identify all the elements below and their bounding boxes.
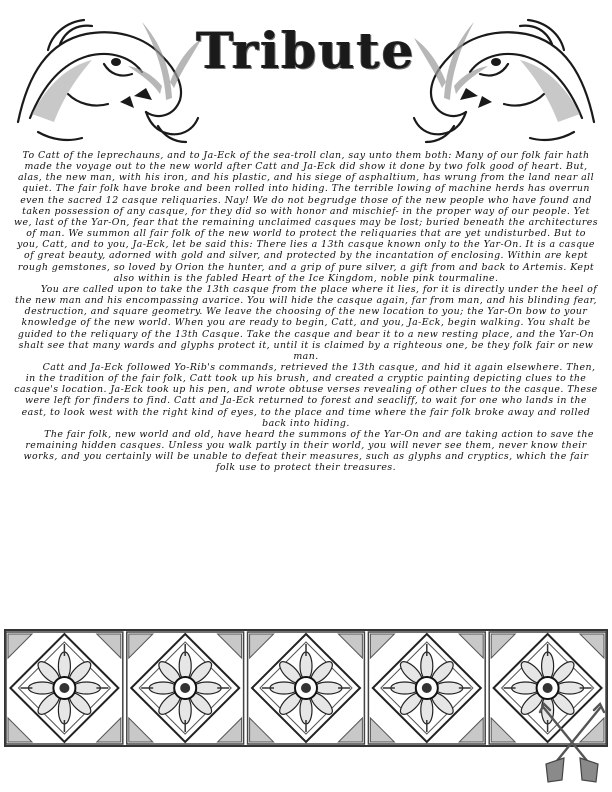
paragraph-1: To Catt of the leprechauns, and to Ja-Eck of the sea-troll clan, say unto them both: Many of our folk fair hath made the voyage out to the new world after Catt and Ja-Eck did show it done by two folk good of heart. But, alas, the new man, with his iron, and his plastic, and his siege of asphaltium, has wrung from the land near all quiet. The fair folk have broke and been rolled into hiding. The terrible lowing of machine herds has overrun even the sacred 12 casque reliquaries. Nay! We do not begrudge those of the new people who have found and taken possession of any casque, for they did so with honor and mischief- in the proper way of our people. Yet we, last of the Yar-On, fear that the remaining unclaimed casques may be lost; buried beneath the architectures of man. We summon all fair folk of the new world to protect the reliquaries that are yet undisturbed. But to you, Catt, and to you, Ja-Eck, let be said this: There lies a 13th casque known only to the Yar-On. It is a casque of great beauty, adorned with gold and silver, and protected by the incantation of enclosing. Within are kept rough gemstones, so loved by Orion the hunter, and a grip of pure silver, a gift from and back to Artemis. Kept also within is the fabled Heart of the Ice Kingdom, noble pink tourmaline. <box>14 150 598 284</box>
paragraph-2: You are called upon to take the 13th casque from the place where it lies, for it is directly under the heel of the new man and his encompassing avarice. You will hide the casque again, far from man, and his blinding fear, destruction, and square geometry. We leave the choosing of the new location to you; the Yar-On bow to your knowledge of the new world. When you are ready to begin, Catt, and you, Ja-Eck, begin walking. You shalt be guided to the reliquary of the 13th Casque. Take the casque and bear it to a new resting place, and the Yar-On shalt see that many wards and glyphs protect it, until it is claimed by a righteous one, be they folk fair or new man. <box>15 283 598 362</box>
paragraph-4: The fair folk, new world and old, have heard the summons of the Yar-On and are taking action to save the remaining hidden casques. Unless you walk partly in their world, you will never see them, never know their works, and you certainly will be unable to defeat their measures, such as glyphs and cryptics, which the fair folk use to protect their treasures. <box>23 428 594 474</box>
crossed-shovels-icon <box>536 702 608 786</box>
paragraph-3: Catt and Ja-Eck followed Yo-Rib's commands, retrieved the 13th casque, and hid it again elsewhere. Then, in the tradition of the fair folk, Catt took up his brush, and created a cryptic painting depicting clues to the casque's location. Ja-Eck took up his pen, and wrote obtuse verses revealing of other clues to the casque. These were left for finders to find. Catt and Ja-Eck returned to forest and seacliff, to wait for one who lands in the east, to look west with the right kind of eyes, to the place and time where the fair folk broke away and rolled back into hiding. <box>14 361 598 429</box>
rosette-tile-icon <box>248 632 365 744</box>
rosette-tile-icon <box>6 632 123 744</box>
rosette-tile-icon <box>127 632 244 744</box>
tribute-text <box>14 150 598 620</box>
rosette-tile-icon <box>368 632 485 744</box>
page-title: Tribute <box>196 21 416 80</box>
ornamental-border <box>4 628 608 748</box>
